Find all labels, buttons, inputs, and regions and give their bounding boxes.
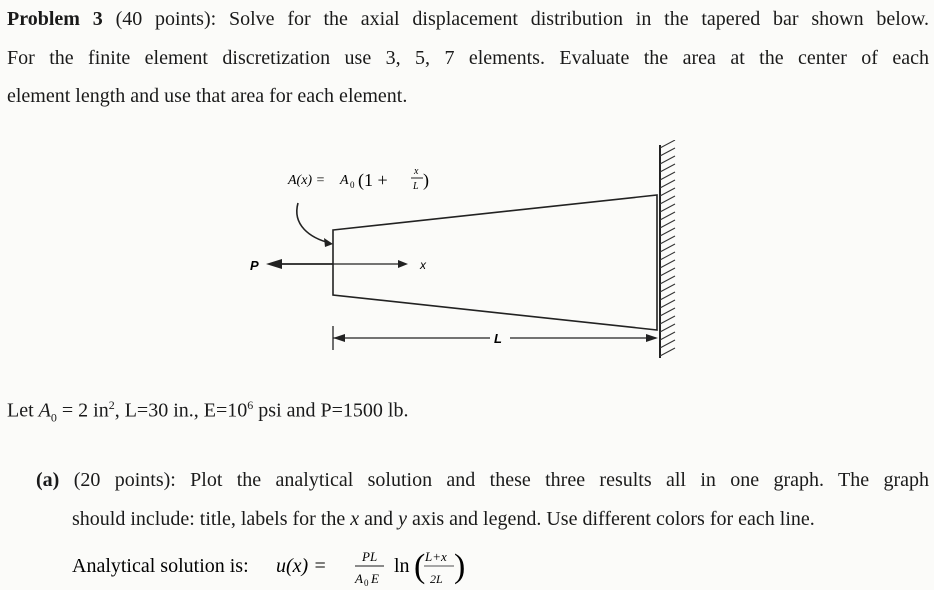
tapered-bar-figure	[240, 140, 700, 380]
pointer-arrowhead	[324, 238, 333, 247]
area-formula-close: )	[423, 170, 429, 190]
fraction-denominator: A	[355, 571, 363, 586]
analytical-lhs: u(x) =	[276, 555, 327, 577]
analytical-solution	[72, 545, 502, 589]
part-a-line-2	[36, 500, 929, 539]
part-a-label: (a)	[36, 469, 60, 491]
problem-line-3: element length and use that area for each element.	[7, 85, 408, 107]
area-formula-lhs: A(x) =	[288, 173, 326, 188]
problem-points-text: (40 points): Solve for the axial displacement distribution in the tapered bar shown below.	[115, 8, 930, 30]
log-arg-numerator: L+x	[425, 549, 447, 564]
part-a-text-1: (20 points): Plot the analytical solution and these three results all in one graph. The graph	[73, 469, 929, 491]
analytical-formula	[72, 545, 502, 589]
pointer-arrow	[297, 203, 330, 243]
x-axis-label: x	[420, 258, 426, 272]
A0-value: = 2 in	[61, 399, 109, 422]
ln-symbol: ln	[394, 555, 410, 577]
part-a	[36, 461, 929, 538]
fraction-numerator: PL	[362, 549, 378, 564]
area-formula-sub: 0	[350, 180, 355, 190]
part-a-line-1	[36, 461, 929, 500]
dimension-arrow-left	[333, 334, 345, 342]
L-E-values: , L=30 in., E=10	[114, 399, 248, 422]
let-word: Let	[7, 399, 34, 422]
force-label: P	[250, 258, 259, 273]
log-arg-denominator: 2L	[430, 572, 443, 586]
fraction-den-E: E	[371, 571, 379, 586]
force-arrowhead	[266, 259, 282, 269]
dimension-arrow-right	[646, 334, 658, 342]
A0-subscript: 0	[50, 410, 57, 425]
part-a-text-2a: should include: title, labels for the	[72, 507, 351, 530]
psi-P-values: psi and P=1500 lb.	[253, 399, 409, 422]
close-paren: )	[454, 548, 466, 585]
problem-statement	[7, 0, 929, 116]
fraction-den-subscript: 0	[364, 578, 369, 588]
A0-exponent: 2	[108, 398, 115, 412]
part-a-text-2b: and	[359, 507, 399, 530]
given-values	[7, 398, 408, 426]
length-label: L	[494, 331, 502, 346]
x-axis-arrowhead	[398, 260, 408, 268]
problem-line-1	[7, 0, 929, 39]
open-paren: (	[414, 548, 426, 585]
tapered-bar	[333, 195, 657, 330]
part-a-y: y	[398, 507, 407, 530]
problem-line-2: For the finite element discretization use 3, 5, 7 elements. Evaluate the area at the center of each	[7, 46, 929, 69]
wall-hatching	[660, 140, 675, 356]
part-a-x: x	[350, 507, 360, 530]
E-exponent: 6	[247, 398, 254, 412]
part-a-text-2c: axis and legend. Use different colors for each line.	[406, 507, 815, 530]
area-formula-paren: (1 +	[358, 170, 388, 190]
A0-symbol: A	[38, 399, 51, 422]
analytical-prefix: Analytical solution is:	[72, 555, 249, 577]
area-formula-x: x	[414, 166, 419, 177]
problem-label: Problem 3	[7, 8, 103, 30]
area-formula-L: L	[413, 181, 419, 192]
area-formula-A0: A	[340, 173, 349, 188]
